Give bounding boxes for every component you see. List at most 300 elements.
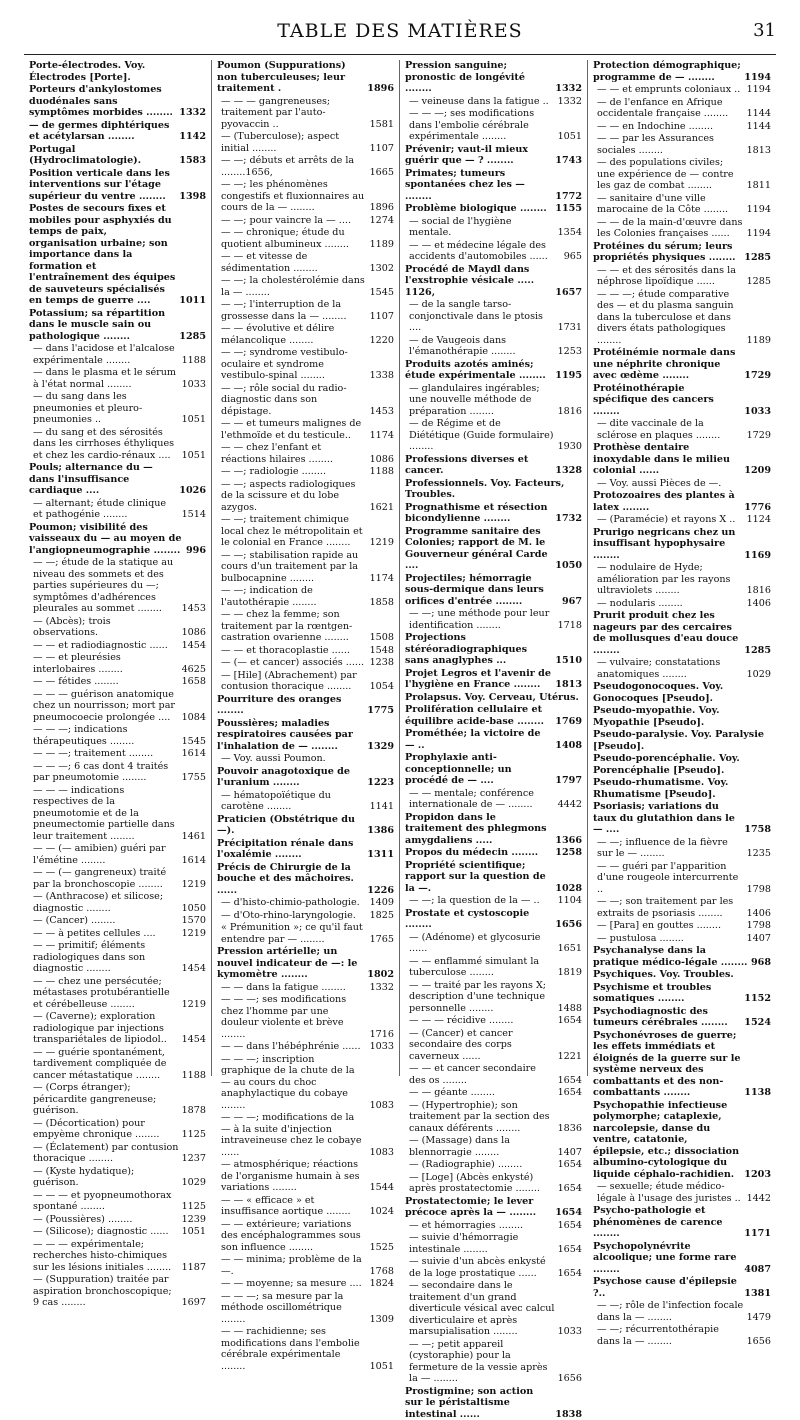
index-entry-page: 1086: [179, 627, 206, 639]
index-entry: [593, 1324, 771, 1347]
index-entry-text: Psychonévroses de guerre; les effets immédiats et éloignés de la guerre sur le système nerveux des combattants et des non-combattants ........: [593, 1030, 741, 1099]
index-entry: [593, 289, 771, 347]
index-entry-text: Projections stéréoradiographiques sans anaglyphes ...: [405, 632, 552, 667]
index-entry: [29, 203, 206, 307]
index-entry: [29, 522, 206, 557]
index-entry: [217, 766, 394, 789]
index-entry-text: — —; l'interruption de la grossesse dans la — ........: [217, 299, 367, 322]
index-entry-text: — — et pleurésies interlobaires ........: [29, 652, 179, 675]
index-entry: [29, 1082, 206, 1117]
index-entry-page: 1104: [555, 895, 582, 907]
index-entry: [405, 752, 582, 787]
index-entry-page: 1253: [555, 346, 582, 358]
index-entry-text: Prothèse dentaire inoxydable dans le milieu colonial ......: [593, 442, 741, 477]
index-entry: [593, 383, 771, 418]
index-entry: [405, 168, 582, 203]
index-entry-page: 1274: [367, 215, 394, 227]
index-entry-page: 1545: [179, 736, 206, 748]
index-entry-page: 1188: [179, 355, 206, 367]
index-entry: [29, 1142, 206, 1165]
index-entry-text: Psychose cause d'épilepsie ?..: [593, 1276, 741, 1299]
index-entry-page: 1332: [176, 107, 206, 119]
index-columns: [24, 60, 776, 1076]
index-entry: [217, 790, 394, 813]
index-entry: [593, 969, 771, 981]
index-entry: [217, 657, 394, 669]
index-entry: [217, 694, 394, 717]
index-entry-text: — — fétides ........: [29, 676, 179, 688]
index-entry-text: — — mentale; conférence internationale de — ........: [405, 788, 555, 811]
index-entry-text: — — — gangreneuses; traitement par l'auto-pyovaccin ..: [217, 96, 367, 131]
index-entry-text: — — par les Assurances sociales ........: [593, 133, 744, 156]
index-entry-page: 1311: [364, 849, 394, 861]
index-entry-text: — de Régime et de Diététique (Guide formulaire) ........: [405, 418, 555, 453]
index-entry: [217, 227, 394, 250]
index-entry: [29, 1239, 206, 1274]
index-entry-page: 1797: [552, 775, 582, 787]
index-entry-text: — —; rôle de l'infection focale dans la — ........: [593, 1300, 744, 1323]
index-entry-text: — nodularis ........: [593, 598, 744, 610]
index-entry-page: 1155: [552, 203, 582, 215]
index-entry-page: 1051: [179, 414, 206, 426]
index-entry-text: — sexuelle; étude médico-légale à l'usage des juristes ..: [593, 1181, 744, 1204]
index-entry-text: — nodulaire de Hyde; amélioration par les rayons ultraviolets ........: [593, 562, 744, 597]
index-entry-text: — (Anthracose) et silicose; diagnostic ........: [29, 891, 179, 914]
index-entry-page: 1896: [367, 202, 394, 214]
index-entry-text: — (Suppuration) traitée par aspiration bronchoscopique; 9 cas ........: [29, 1274, 179, 1309]
index-entry: [217, 838, 394, 861]
index-entry: [593, 1241, 771, 1276]
index-entry: [217, 275, 394, 298]
index-entry-text: — —; rôle social du radio-diagnostic dans son dépistage.: [217, 383, 367, 418]
index-entry-text: Prolifération cellulaire et équilibre acide-base ........: [405, 704, 552, 727]
index-entry-text: — —; aspects radiologiques de la scissure et du lobe azygos.: [217, 479, 367, 514]
index-entry: [29, 891, 206, 914]
index-entry-text: — [Loge] (Abcès enkysté) après prostatectomie ........: [405, 1172, 555, 1195]
index-entry-page: 1654: [555, 1183, 582, 1195]
index-entry-page: 1765: [367, 934, 394, 946]
index-entry-text: — (Abcès); trois observations.: [29, 616, 179, 639]
index-entry-text: Psychisme et troubles somatiques ........: [593, 982, 741, 1005]
index-entry: [29, 976, 206, 1011]
index-entry-page: 1051: [179, 450, 206, 462]
index-entry-text: Propos du médecin ........: [405, 847, 552, 859]
index-entry-text: — vulvaire; constatations anatomiques ........: [593, 657, 744, 680]
index-entry: [593, 777, 771, 800]
index-entry-page: 1329: [364, 741, 394, 753]
index-entry-page: 1189: [744, 335, 771, 347]
index-entry: [29, 640, 206, 652]
index-entry: [593, 478, 771, 490]
index-entry-text: — (Cancer) ........: [29, 915, 179, 927]
index-entry-text: — et hémorragies ........: [405, 1220, 555, 1232]
index-entry-page: 1798: [744, 920, 771, 932]
index-entry-text: — — en Indochine ........: [593, 121, 744, 133]
index-entry: [593, 598, 771, 610]
index-entry: [593, 1006, 771, 1029]
index-entry-page: 1050: [179, 903, 206, 915]
index-entry: [593, 920, 771, 932]
index-entry: [405, 240, 582, 263]
index-entry: [593, 60, 771, 83]
index-entry: [593, 97, 771, 120]
index-entry-page: 1194: [744, 228, 771, 240]
index-entry-text: — — « efficace » et insuffisance aortique ........: [217, 1195, 367, 1218]
index-entry-text: — — extérieure; variations des encéphalogrammes sous son influence ........: [217, 1219, 367, 1254]
index-entry: [29, 1274, 206, 1309]
index-entry: [593, 133, 771, 156]
index-entry-page: 968: [748, 957, 771, 969]
index-entry-page: 996: [183, 545, 206, 557]
index-entry-text: — (Décortication) pour empyème chronique ........: [29, 1118, 179, 1141]
index-entry-page: 1409: [367, 897, 394, 909]
index-entry: [405, 573, 582, 608]
index-entry-page: 1332: [552, 83, 582, 95]
index-entry: [405, 1063, 582, 1086]
index-entry: [405, 860, 582, 895]
index-entry-page: 1838: [552, 1409, 582, 1420]
index-entry-page: 1508: [367, 632, 394, 644]
index-entry: [29, 1214, 206, 1226]
index-entry-page: 1235: [744, 848, 771, 860]
index-entry-page: 1798: [744, 884, 771, 896]
index-entry: [217, 60, 394, 95]
index-entry-page: 1174: [367, 430, 394, 442]
index-entry: [217, 251, 394, 274]
index-entry-page: 1697: [179, 1297, 206, 1309]
index-entry-text: — — enflammé simulant la tuberculose ........: [405, 956, 555, 979]
index-entry: [217, 323, 394, 346]
index-entry-page: 1223: [364, 777, 394, 789]
index-entry-page: 1194: [741, 72, 771, 84]
index-entry-text: Protéinémie normale dans une néphrite chronique avec œdème ........: [593, 347, 741, 382]
index-entry-text: Protéinothérapie spécifique des cancers ........: [593, 383, 741, 418]
index-entry: [593, 265, 771, 288]
index-entry-text: — — et radiodiagnostic ......: [29, 640, 179, 652]
index-entry-text: — suivie d'hémorragie intestinale ........: [405, 1232, 555, 1255]
index-entry: [405, 1172, 582, 1195]
index-entry-text: — — —; étude comparative des — et du plasma sanguin dans la tuberculose et dans divers états pathologiques ........: [593, 289, 744, 347]
index-entry-text: Pouvoir anagotoxique de l'uranium ........: [217, 766, 364, 789]
index-column-4: [588, 60, 776, 1076]
index-entry: [405, 1256, 582, 1279]
index-entry-page: 1545: [367, 287, 394, 299]
index-entry: [217, 96, 394, 131]
index-entry-page: 1665: [367, 167, 394, 179]
index-entry: [29, 1190, 206, 1213]
index-entry-page: 1174: [367, 573, 394, 585]
index-entry-text: Poussières; maladies respiratoires causées par l'inhalation de — ........: [217, 718, 364, 753]
index-entry-page: 1583: [176, 155, 206, 167]
index-entry-text: — —; la cholestérolémie dans la — ........: [217, 275, 367, 298]
index-entry-text: Prurit produit chez les nageurs par des cercaires de mollusques d'eau douce ........: [593, 610, 741, 656]
index-entry-text: — — —; traitement ........: [29, 748, 179, 760]
index-entry-text: — (Poussières) ........: [29, 1214, 179, 1226]
index-entry-page: 1086: [367, 454, 394, 466]
index-entry-page: 1654: [555, 1220, 582, 1232]
index-entry-page: 1028: [552, 883, 582, 895]
index-entry: [405, 1220, 582, 1232]
index-entry-text: — — —; indications thérapeutiques ........: [29, 724, 179, 747]
index-entry-page: 1194: [744, 204, 771, 216]
index-entry: [217, 418, 394, 441]
index-entry: [29, 308, 206, 343]
index-entry-text: Primates; tumeurs spontanées chez les — ........: [405, 168, 552, 203]
index-entry-text: — — chez la femme; son traitement par la rœntgen-castration ovarienne ........: [217, 609, 367, 644]
index-entry: [593, 1300, 771, 1323]
index-entry-text: — — — expérimentale; recherches histo-chimiques sur les lésions initiales ........: [29, 1239, 179, 1274]
index-entry-page: 1811: [744, 180, 771, 192]
index-entry: [405, 203, 582, 215]
index-entry-text: — (Kyste hydatique); guérison.: [29, 1166, 179, 1189]
index-entry: [217, 442, 394, 465]
index-entry-text: Psychodiagnostic des tumeurs cérébrales ........: [593, 1006, 741, 1029]
index-entry: [405, 788, 582, 811]
index-entry: [217, 179, 394, 214]
index-entry-text: Propriété scientifique; rapport sur la question de la —.: [405, 860, 552, 895]
index-entry: [217, 1278, 394, 1290]
index-entry: [405, 108, 582, 143]
index-entry-text: — veineuse dans la fatigue ..: [405, 96, 555, 108]
index-entry-page: 1024: [367, 1206, 394, 1218]
index-entry-text: Pseudogonocoques. Voy. Gonocoques [Pseudo].: [593, 681, 768, 704]
index-entry-text: — — rachidienne; ses modifications dans l'embolie cérébrale expérimentale ........: [217, 1326, 367, 1372]
index-entry-text: Programme sanitaire des Colonies; rapport de M. le Gouverneur général Carde ....: [405, 526, 552, 572]
index-entry-text: — (Massage) dans la blennorragie ........: [405, 1135, 555, 1158]
index-entry-page: 1514: [179, 509, 206, 521]
index-entry: [217, 479, 394, 514]
index-entry-text: — (Adénome) et glycosurie ......: [405, 932, 555, 955]
index-entry-text: — [Hile] (Abrachement) par contusion thoracique ........: [217, 670, 367, 693]
index-entry-text: — dite vaccinale de la sclérose en plaques ........: [593, 418, 744, 441]
index-entry-page: 1453: [367, 406, 394, 418]
index-entry: [593, 527, 771, 562]
index-entry-text: — —; son traitement par les extraits de psoriasis ........: [593, 896, 744, 919]
index-entry-page: 1824: [367, 1278, 394, 1290]
index-entry-text: — (Radiographie) ........: [405, 1159, 555, 1171]
index-entry-text: Projectiles; hémorragie sous-dermique dans leurs orifices d'entrée ........: [405, 573, 559, 608]
index-entry: [217, 514, 394, 549]
index-entry-text: Pouls; alternance du — dans l'insuffisance cardiaque ....: [29, 462, 176, 497]
index-entry-text: Psychopolynévrite alcoolique; une forme rare ........: [593, 1241, 741, 1276]
index-entry: [217, 994, 394, 1040]
index-entry: [405, 895, 582, 907]
index-entry-text: — — — récidive ........: [405, 1015, 555, 1027]
index-entry-text: « Prémunition »; ce qu'il faut entendre par — ........: [217, 922, 367, 945]
index-entry-page: 1614: [179, 855, 206, 867]
index-entry-text: — —; étude de la statique au niveau des sommets et des parties supérieures du —; symptômes d'adhérences pleurales au sommet ........: [29, 557, 179, 615]
index-entry-page: 1029: [744, 669, 771, 681]
index-entry-page: 1454: [179, 1034, 206, 1046]
index-entry-page: 1220: [367, 335, 394, 347]
index-entry-page: 1407: [744, 933, 771, 945]
index-entry: [593, 837, 771, 860]
index-entry: [217, 897, 394, 909]
index-entry-page: 1406: [744, 908, 771, 920]
index-entry: [217, 155, 394, 178]
index-entry-text: — sanitaire d'une ville marocaine de la Côte ........: [593, 193, 744, 216]
index-entry: [593, 982, 771, 1005]
index-entry: [593, 193, 771, 216]
index-entry: [405, 383, 582, 418]
index-entry: [405, 1100, 582, 1135]
index-entry-page: 1169: [741, 550, 771, 562]
index-entry: [217, 609, 394, 644]
index-entry: [29, 940, 206, 975]
index-entry-page: 1510: [552, 655, 582, 667]
index-entry: [593, 610, 771, 656]
index-entry-page: 1152: [741, 993, 771, 1005]
index-entry: [29, 652, 206, 675]
index-entry-page: 1621: [367, 502, 394, 514]
index-entry-text: — — et emprunts coloniaux ..: [593, 84, 744, 96]
index-entry: [29, 915, 206, 927]
index-entry-page: 1454: [179, 963, 206, 975]
index-entry-page: 1743: [552, 155, 582, 167]
page-header: [24, 18, 776, 46]
index-entry-text: — — et cancer secondaire des os ........: [405, 1063, 555, 1086]
index-entry: [405, 526, 582, 572]
index-entry-page: 1802: [364, 969, 394, 981]
index-entry: [405, 956, 582, 979]
index-entry-text: — — guérie spontanément, tardivement compliquée de cancer métastatique ........: [29, 1047, 179, 1082]
index-entry: [593, 157, 771, 192]
index-entry: [29, 343, 206, 366]
index-entry: [405, 704, 582, 727]
index-entry-page: 1656: [555, 1373, 582, 1385]
index-entry: [405, 1196, 582, 1219]
index-entry: [29, 1118, 206, 1141]
index-entry: [29, 120, 206, 143]
index-entry-page: 1718: [555, 620, 582, 632]
index-entry: [217, 299, 394, 322]
index-entry-page: 1614: [179, 748, 206, 760]
index-entry: [29, 1011, 206, 1046]
index-entry: [405, 1339, 582, 1385]
index-entry-text: — — moyenne; sa mesure ....: [217, 1278, 367, 1290]
index-entry: [29, 462, 206, 497]
index-entry: [29, 60, 206, 83]
index-entry-text: Protozoaires des plantes à latex ........: [593, 490, 741, 513]
index-entry-text: Précipitation rénale dans l'oxalémie ........: [217, 838, 364, 861]
index-column-2: [212, 60, 400, 1076]
index-entry-page: 1142: [176, 131, 206, 143]
index-entry: [217, 1159, 394, 1194]
index-entry-page: 1581: [367, 119, 394, 131]
index-entry-text: — suivie d'un abcès enkysté de la loge prostatique ......: [405, 1256, 555, 1279]
index-entry-text: — — — guérison anatomique chez un nourrisson; mort par pneumocoecie prolongée ....: [29, 689, 179, 724]
index-entry: [593, 681, 771, 704]
index-entry: [593, 861, 771, 896]
index-entry-text: — (Paramécie) et rayons X ..: [593, 514, 744, 526]
index-entry-page: 1813: [552, 679, 582, 691]
index-entry-page: 1896: [364, 83, 394, 95]
index-entry-page: 1654: [552, 1207, 582, 1219]
index-entry-page: 1570: [179, 915, 206, 927]
index-entry-page: 1237: [179, 1153, 206, 1165]
index-entry: [593, 705, 771, 728]
index-entry: [217, 215, 394, 227]
index-entry: [405, 1087, 582, 1099]
index-entry-text: Position verticale dans les interventions sur l'étage supérieur du ventre ........: [29, 168, 176, 203]
index-entry-page: 1338: [367, 370, 394, 382]
index-entry-text: — — — et pyopneumothorax spontané ........: [29, 1190, 179, 1213]
index-entry-text: — — à petites cellules ....: [29, 928, 179, 940]
index-entry-page: 1033: [367, 1041, 394, 1053]
index-entry: [405, 359, 582, 382]
index-entry-text: Précis de Chirurgie de la bouche et des mâchoires. ......: [217, 862, 364, 897]
index-entry-text: — — chez une persécutée; métastases protubérantielle et cérébelleuse ........: [29, 976, 179, 1011]
index-entry-text: Protection démographique; programme de — ........: [593, 60, 741, 83]
index-entry-page: 1054: [367, 681, 394, 693]
index-entry-page: 1813: [744, 145, 771, 157]
index-entry-text: — (Hypertrophie); son traitement par la section des canaux déférents ........: [405, 1100, 555, 1135]
index-entry-page: 1203: [741, 1169, 771, 1181]
index-entry: [405, 980, 582, 1015]
index-entry-page: 1651: [555, 943, 582, 955]
index-entry-text: — Voy. aussi Pièces de —.: [593, 478, 768, 490]
index-entry: [29, 724, 206, 747]
index-entry-text: Prostate et cystoscopie ........: [405, 908, 552, 931]
index-entry: [217, 982, 394, 994]
index-entry-page: 1144: [744, 108, 771, 120]
index-entry: [405, 335, 582, 358]
index-entry-text: Postes de secours fixes et mobiles pour asphyxiés du temps de paix, organisation urbaine; son importance dans la formation et l'entraînement des équipes de sauveteurs spécialisés en temps de guerre ....: [29, 203, 176, 307]
index-entry: [217, 670, 394, 693]
index-entry-text: Psychiques. Voy. Troubles.: [593, 969, 768, 981]
index-entry-page: 1657: [552, 287, 582, 299]
index-entry: [217, 1112, 394, 1158]
index-entry-page: 1051: [367, 1361, 394, 1373]
index-entry-text: — — —; ses modifications chez l'homme par une douleur violente et brève ........: [217, 994, 367, 1040]
index-entry: [405, 1135, 582, 1158]
index-entry-text: — de la sangle tarso-conjonctivale dans le ptosis ....: [405, 299, 555, 334]
index-entry: [217, 347, 394, 382]
index-column-1: [24, 60, 212, 1076]
index-entry-text: — (Cancer) et cancer secondaire des corps caverneux ......: [405, 1028, 555, 1063]
header-rule: [24, 54, 776, 55]
index-entry: [593, 121, 771, 133]
index-entry-text: — — —; sa mesure par la méthode oscillométrique ........: [217, 1291, 367, 1326]
index-entry-text: — d'Oto-rhino-laryngologie.: [217, 910, 367, 922]
index-entry-text: Potassium; sa répartition dans le muscle sain ou pathologique ........: [29, 308, 176, 343]
index-entry-page: 1654: [555, 1244, 582, 1256]
index-entry-page: 1731: [555, 322, 582, 334]
index-entry: [593, 241, 771, 264]
index-entry: [29, 1047, 206, 1082]
index-entry-text: Prostatectomie; le lever précoce après la — ........: [405, 1196, 552, 1219]
index-entry-text: — secondaire dans le traitement d'un grand diverticule vésical avec calcul diverticulaire et après marsupialisation ........: [405, 1280, 555, 1338]
index-entry: [405, 264, 582, 299]
index-entry-text: — —; une méthode pour leur identification ........: [405, 608, 555, 631]
index-entry-text: — — dans la fatigue ........: [217, 982, 367, 994]
index-entry-text: — — —; 6 cas dont 4 traités par pneumotomie ........: [29, 761, 179, 784]
index-entry: [405, 932, 582, 955]
index-entry-page: 1381: [741, 1288, 771, 1300]
index-entry-text: — (— et cancer) associés ......: [217, 657, 367, 669]
index-entry-page: 1226: [364, 885, 394, 897]
index-entry-page: 1768: [367, 1266, 394, 1278]
index-entry-text: Pseudo-paralysie. Voy. Paralysie [Pseudo].: [593, 729, 768, 752]
index-entry: [29, 843, 206, 866]
index-entry-text: Pseudo-porencéphalie. Voy. Porencéphalie [Pseudo].: [593, 753, 768, 776]
index-entry: [593, 753, 771, 776]
index-entry-text: — —; petit appareil (cystoraphie) pour la fermeture de la vessie après la — ........: [405, 1339, 555, 1385]
index-entry-text: — —; récurrentothérapie dans la — ........: [593, 1324, 744, 1347]
index-entry-text: — (Éclatement) par contusion thoracique ........: [29, 1142, 179, 1165]
index-entry: [29, 367, 206, 390]
index-entry: [217, 550, 394, 585]
